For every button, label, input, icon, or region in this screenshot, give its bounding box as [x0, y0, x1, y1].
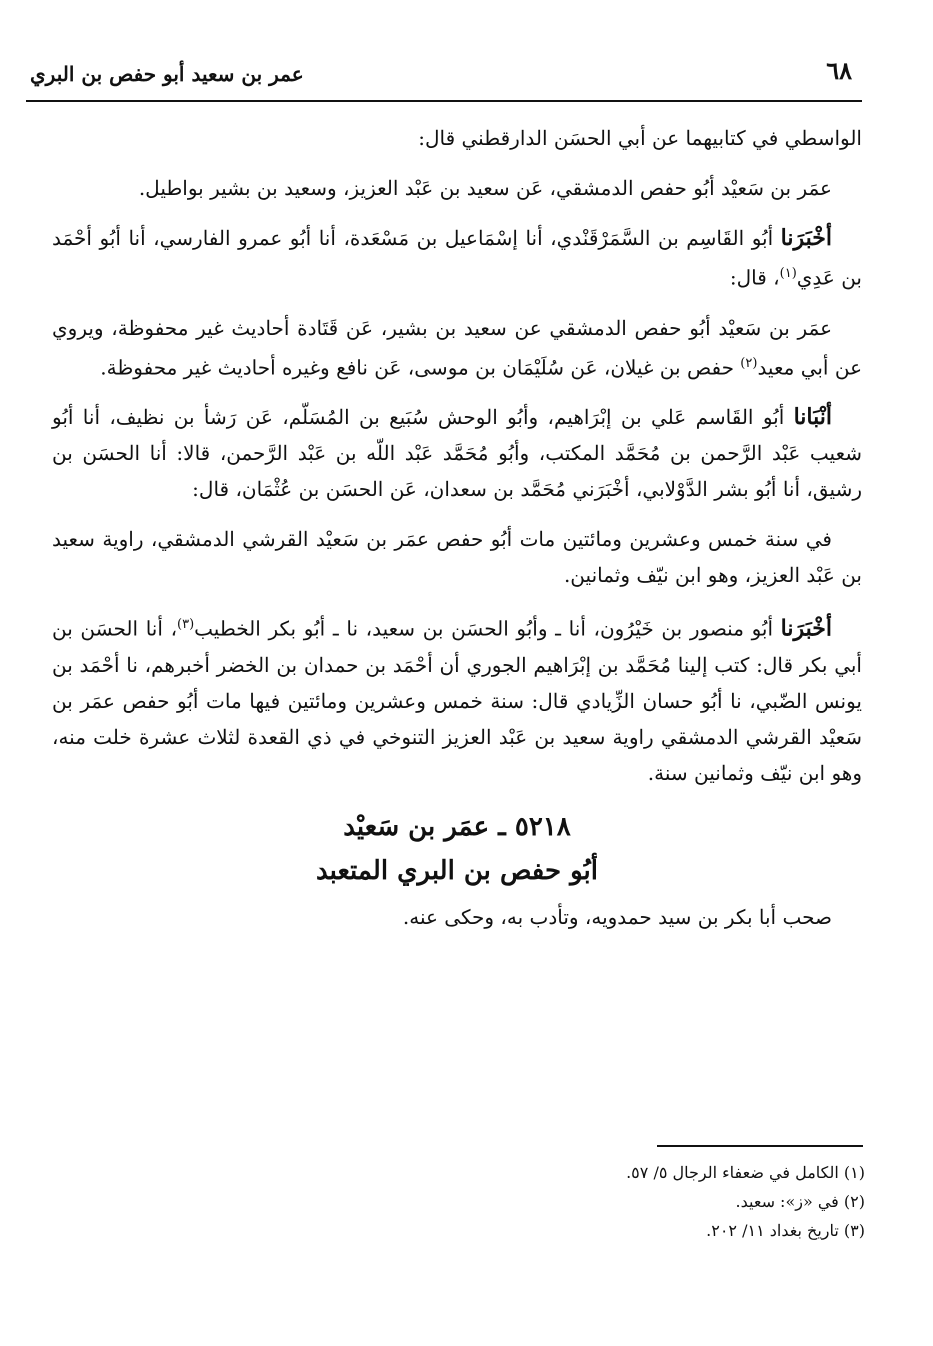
- footnote-ref: (٣): [177, 617, 195, 633]
- entry-title-line2: أبُو حفص بن البري المتعبد: [316, 855, 598, 886]
- footnote: (٢) في «ز»: سعيد.: [735, 1192, 865, 1211]
- paragraph: الواسطي في كتابيهما عن أبي الحسَن الدارقطني قال:: [418, 126, 862, 150]
- footnotes: [165, 1158, 865, 1245]
- paragraph: أخْبَرَنا أبُو منصور بن خَيْرُون، أنا ـ وأبُو الحسَن بن سعيد، نا ـ أبُو بكر الخطيب$^{(٣)}$، أنا الحسَن بن أبي بكر قال: كتب إلينا مُحَمَّد بن إبْرَاهيم الجوري أن أحْمَد بن حمدان بن الخضر أخبرهم، نا أحْمَد بن يونس الضّبي، نا أبُو حسان الزِّيادي قال: سنة خمس وعشرين ومائتين فيها مات أبُو حفص عمَر بن سَعيْد القرشي الدمشقي راوية سعيد بن عَبْد العزيز التنوخي في ذي القعدة لثلاث عشرة خلت منه، وهو ابن نيّف وثمانين سنة.: [52, 615, 862, 785]
- isnad-keyword: أخْبَرَنا: [780, 225, 832, 251]
- main-text: [52, 120, 862, 949]
- isnad-keyword: أخْبَرَنا: [780, 615, 832, 642]
- footnote-ref: (١): [779, 266, 797, 281]
- running-title: عمر بن سعيد أبو حفص بن البري: [30, 62, 304, 86]
- paragraph: أخْبَرَنا أبُو القَاسِم بن السَّمَرْقَنْدي، أنا إسْمَاعيل بن مَسْعَدة، أنا أبُو عمرو الفارسي، أنا أبُو أحْمَد بن عَدِي$^{(١)}$، قال:: [52, 225, 862, 290]
- paragraph: صحب أبا بكر بن سيد حمدويه، وتأدب به، وحكى عنه.: [402, 904, 832, 929]
- page-number: ٦٨: [826, 56, 852, 85]
- entry-title-line1: ٥٢١٨ ـ عمَر بن سَعيْد: [343, 811, 571, 842]
- paragraph: عمَر بن سَعيْد أبُو حفص الدمشقي، عَن سعيد بن عَبْد العزيز، وسعيد بن بشير بواطيل.: [138, 176, 832, 200]
- footnote-divider: [657, 1145, 863, 1147]
- isnad-keyword: أنْبَانا: [793, 404, 832, 431]
- footnote: (١) الكامل في ضعفاء الرجال ٥/ ٥٧.: [626, 1163, 865, 1182]
- paragraph: عمَر بن سَعيْد أبُو حفص الدمشقي عن سعيد بن بشير، عَن قَتَادة أحاديث غير محفوظة، ويروي عن أبي معيد$^{(٢)}$ حفص بن غيلان، عَن سُلَيْمَان بن موسى، عَن نافع وغيره أحاديث غير محفوظة.: [52, 315, 862, 380]
- page-header: [26, 54, 862, 102]
- footnote-ref: (٢): [740, 355, 758, 371]
- paragraph: أنْبَانا أبُو القَاسم عَلي بن إبْرَاهيم، وأبُو الوحش سُبَيع بن المُسَلّم، عَن رَشأ بن نظيف، أنا أبُو شعيب عَبْد الرَّحمن بن مُحَمَّد المكتب، وأبُو مُحَمَّد عَبْد اللّه بن عَبْد الرَّحمن، قالا: أنا الحسَن بن رشيق، أنا أبُو بشر الدَّوْلابي، أخْبَرَني مُحَمَّد بن سعدان، عَن الحسَن بن عُثْمَان، قال:: [52, 404, 862, 502]
- paragraph: في سنة خمس وعشرين ومائتين مات أبُو حفص عمَر بن سَعيْد القرشي الدمشقي، راوية سعيد بن عَبْد العزيز، وهو ابن نيّف وثمانين.: [52, 527, 862, 588]
- footnote: (٣) تاريخ بغداد ١١/ ٢٠٢.: [706, 1221, 865, 1240]
- entry-heading: [52, 805, 862, 893]
